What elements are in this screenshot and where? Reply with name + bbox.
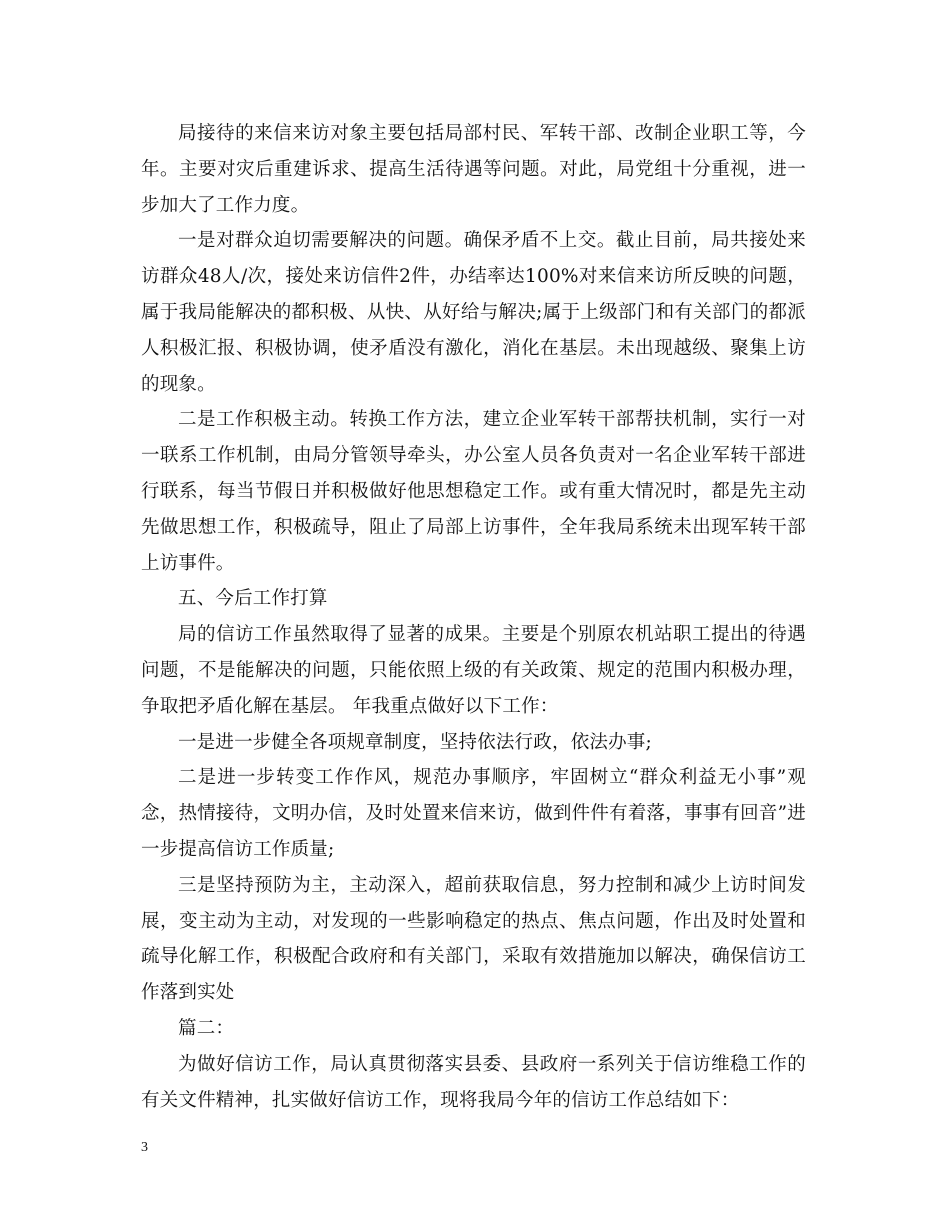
paragraph-proactive-work: 二是工作积极主动。转换工作方法，建立企业军转干部帮扶机制，实行一对一联系工作机制，由局分管领导牵头，办公室人员各负责对一名企业军转干部进行联系，每当节假日并积极做好他思想稳定工作。或有重大情况时，都是先主动先做思想工作，积极疏导，阻止了局部上访事件，全年我局系统未出现军转干部上访事件。 — [141, 409, 806, 574]
list-item-regulations: 一是进一步健全各项规章制度，坚持依法行政，依法办事; — [178, 731, 652, 753]
page-number: 3 — [141, 1140, 148, 1155]
section-heading-part-two: 篇二： — [178, 1017, 235, 1039]
list-item-prevention: 三是坚持预防为主，主动深入，超前获取信息，努力控制和减少上访时间发展，变主动为主动，对发现的一些影响稳定的热点、焦点问题，作出及时处置和疏导化解工作，积极配合政府和有关部门，采取有效措施加以解决，确保信访工作落到实处 — [141, 874, 806, 1004]
section-heading-future-plans: 五、今后工作打算 — [178, 588, 328, 610]
paragraph-urgent-issues: 一是对群众迫切需要解决的问题。确保矛盾不上交。截止目前，局共接处来访群众48人/次，接处来访信件2件，办结率达100%对来信来访所反映的问题，属于我局能解决的都积极、从快、从好给与解决;属于上级部门和有关部门的都派人积极汇报、积极协调，使矛盾没有激化，消化在基层。未出现越级、聚集上访的现象。 — [141, 230, 806, 395]
paragraph-achievements: 局的信访工作虽然取得了显著的成果。主要是个别原农机站职工提出的待遇问题，不是能解决的问题，只能依照上级的有关政策、规定的范围内积极办理，争取把矛盾化解在基层。 年我重点做好以下工作： — [141, 624, 806, 717]
paragraph-visitor-overview: 局接待的来信来访对象主要包括局部村民、军转干部、改制企业职工等，今年。主要对灾后重建诉求、提高生活待遇等问题。对此，局党组十分重视，进一步加大了工作力度。 — [141, 123, 806, 216]
paragraph-part-two-intro: 为做好信访工作，局认真贯彻落实县委、县政府一系列关于信访维稳工作的有关文件精神，扎实做好信访工作，现将我局今年的信访工作总结如下： — [141, 1053, 806, 1111]
list-item-work-style: 二是进一步转变工作作风，规范办事顺序，牢固树立“群众利益无小事”观念，热情接待，文明办信，及时处置来信来访，做到件件有着落，事事有回音”进一步提高信访工作质量; — [141, 767, 806, 860]
document-body — [141, 116, 806, 1118]
